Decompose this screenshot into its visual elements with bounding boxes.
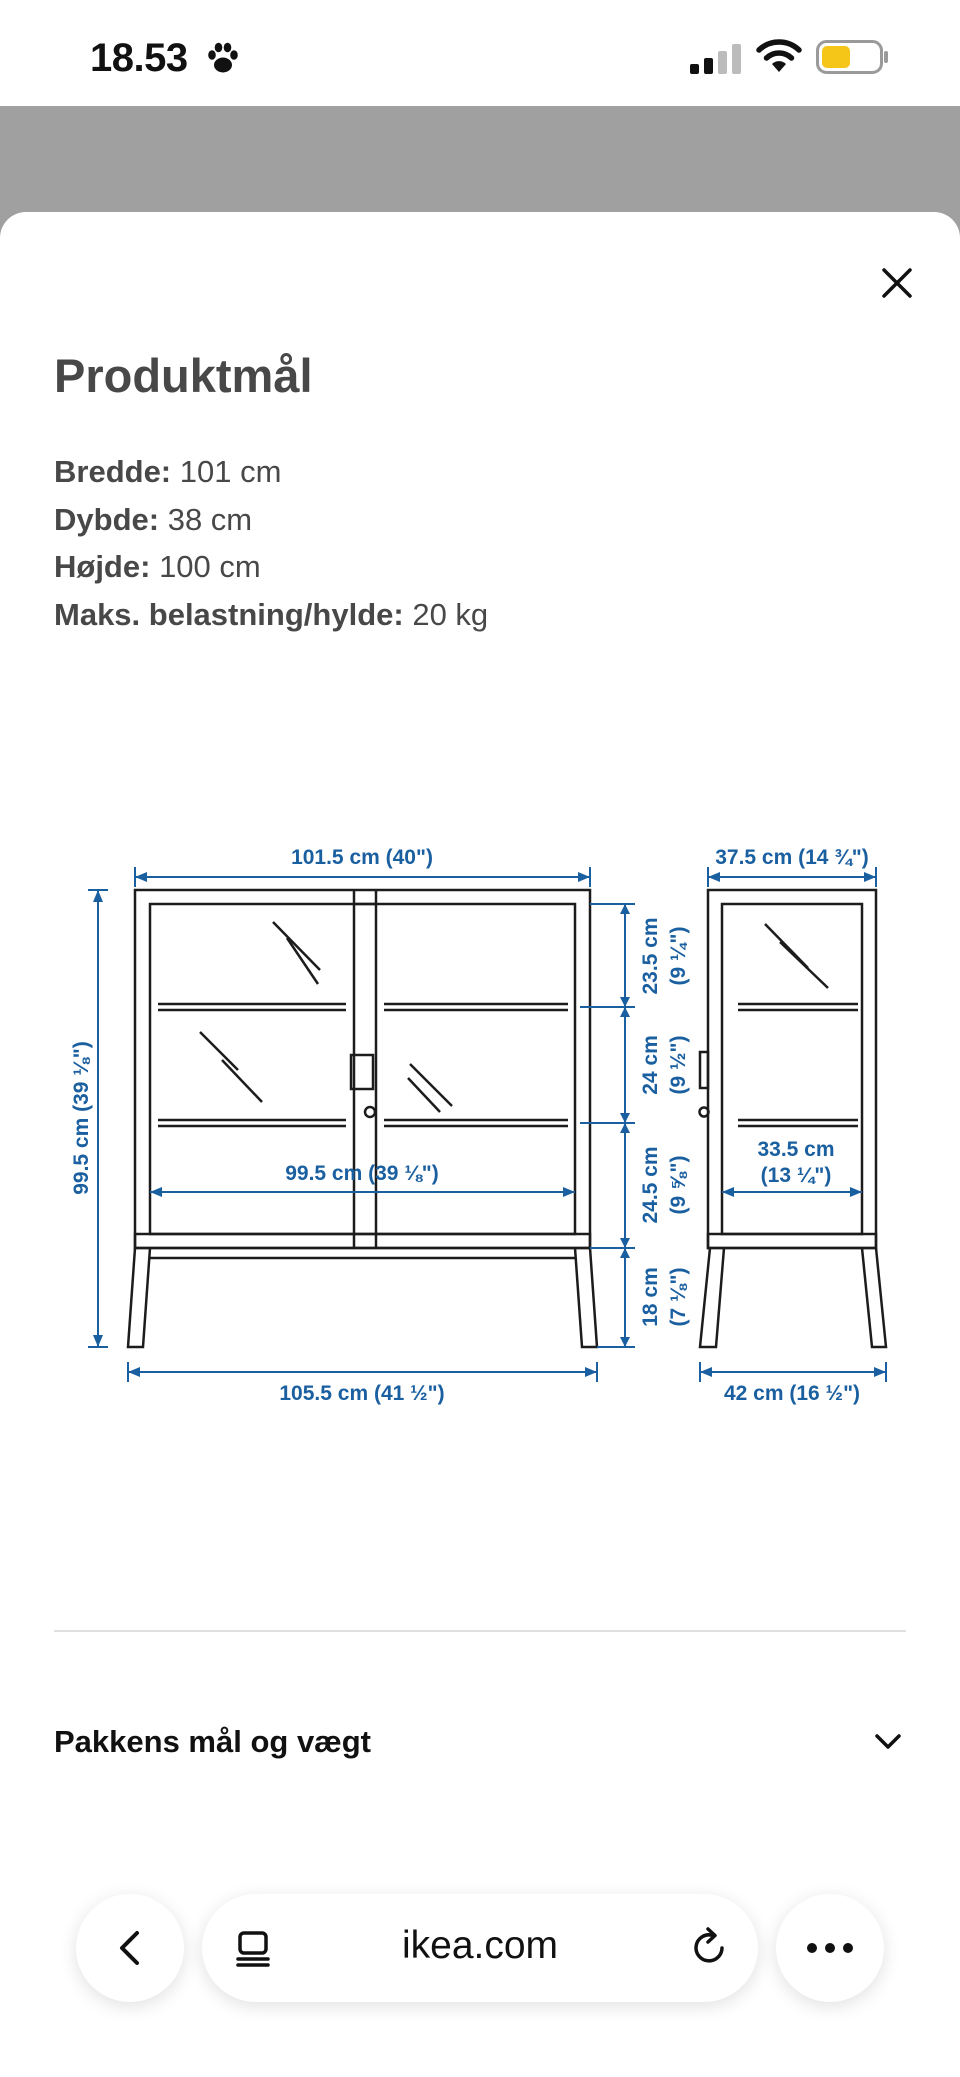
spec-label: Maks. belastning/hylde: <box>54 596 404 632</box>
label-shelf-3: 24.5 cm <box>639 1146 662 1224</box>
spec-value: 38 cm <box>167 501 253 537</box>
label-leg: 18 cm <box>639 1267 662 1327</box>
label-front-height: 99.5 cm (39 ⅛") <box>70 1041 93 1195</box>
back-icon <box>110 1928 150 1968</box>
section-divider <box>54 1630 906 1632</box>
more-icon <box>806 1942 854 1954</box>
status-bar <box>0 0 960 106</box>
close-button[interactable] <box>872 258 922 308</box>
spec-value: 20 kg <box>412 596 489 632</box>
wifi-icon <box>756 38 802 74</box>
label-shelf-1: 23.5 cm <box>639 917 662 995</box>
label-shelf-3-in: (9 ⅝") <box>667 1155 690 1215</box>
label-front-bottom-width: 105.5 cm (41 ½") <box>279 1382 445 1405</box>
status-time: 18.53 <box>90 36 188 80</box>
paw-icon <box>205 40 241 76</box>
back-button[interactable] <box>76 1894 184 2002</box>
label-side-bottom-depth: 42 cm (16 ½") <box>723 1382 861 1405</box>
spec-value: 100 cm <box>159 549 261 584</box>
close-icon <box>881 267 913 299</box>
spec-label: Højde: <box>54 549 151 584</box>
spec-value: 101 cm <box>179 454 282 489</box>
spec-list <box>54 448 488 638</box>
label-side-inner-depth: 33.5 cm <box>757 1138 835 1161</box>
dimension-diagram <box>0 802 960 1462</box>
spec-label: Bredde: <box>54 454 172 489</box>
label-leg-in: (7 ⅛") <box>667 1267 690 1327</box>
battery-icon <box>816 40 890 74</box>
signal-icon <box>690 44 742 74</box>
more-button[interactable] <box>776 1894 884 2002</box>
reload-icon[interactable] <box>688 1926 732 1970</box>
label-side-inner-depth-in: (13 ¼") <box>760 1164 832 1187</box>
label-side-top-depth: 37.5 cm (14 ¾") <box>715 846 869 869</box>
label-front-inner-width: 99.5 cm (39 ⅛") <box>285 1162 439 1185</box>
label-front-top-width: 101.5 cm (40") <box>291 846 433 869</box>
browser-toolbar <box>0 1870 960 2000</box>
spec-width <box>54 448 488 496</box>
dimension-lines <box>88 867 886 1382</box>
label-shelf-2: 24 cm <box>639 1035 662 1095</box>
cabinet-front-drawing <box>128 890 597 1347</box>
package-section-title: Pakkens mål og vægt <box>54 1724 372 1759</box>
address-bar[interactable] <box>202 1894 758 2002</box>
spec-depth <box>54 496 488 544</box>
spec-height <box>54 543 488 591</box>
page-title: Produktmål <box>54 349 313 402</box>
spec-label: Dybde: <box>54 501 160 537</box>
package-dimensions-accordion[interactable] <box>54 1692 906 1792</box>
spec-max-load <box>54 591 488 639</box>
dimensions-sheet <box>0 212 960 2077</box>
label-shelf-1-in: (9 ¼") <box>667 926 690 986</box>
chevron-down-icon <box>870 1724 906 1760</box>
label-shelf-2-in: (9 ½") <box>667 1035 690 1095</box>
url-text: ikea.com <box>401 1924 559 1967</box>
cabinet-side-drawing <box>700 890 887 1347</box>
